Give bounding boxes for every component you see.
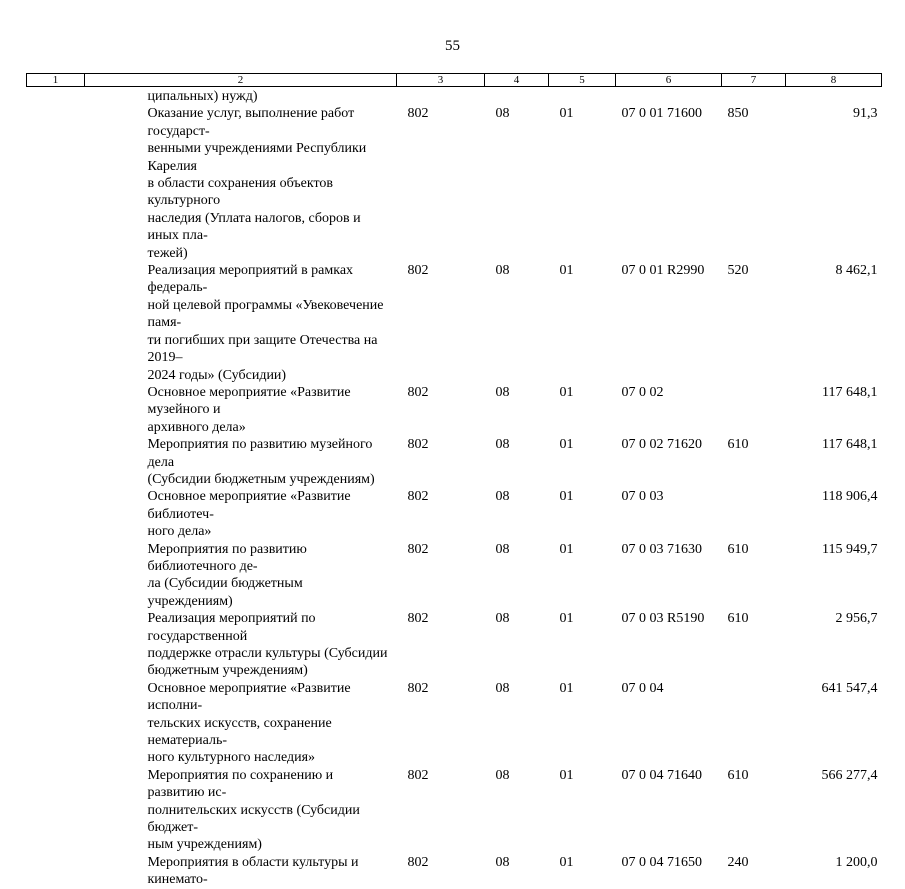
table-row xyxy=(27,767,882,854)
row-description xyxy=(85,488,397,540)
column-header: 4 xyxy=(485,74,549,87)
description-line: ного дела» xyxy=(147,524,212,540)
cell-pr: 01 xyxy=(559,489,574,505)
row-description xyxy=(85,680,397,767)
column-header: 1 xyxy=(27,74,85,87)
cell-sum: 8 462,1 xyxy=(835,263,878,279)
cell-ved: 802 xyxy=(407,541,429,557)
cell-ved: 802 xyxy=(407,263,429,279)
cell-ved: 802 xyxy=(407,680,429,696)
cell-vr: 610 xyxy=(727,541,749,557)
cell-vr: 240 xyxy=(727,854,749,870)
column-header: 2 xyxy=(85,74,397,87)
cell-pr: 01 xyxy=(559,767,574,783)
description-line: тельских искусств, сохранение нематериаль- xyxy=(147,715,332,749)
description-line: полнительских искусств (Субсидии бюджет- xyxy=(147,802,360,836)
cell-sum: 2 956,7 xyxy=(835,611,878,627)
cell-sum: 117 648,1 xyxy=(822,437,878,453)
description-line: Мероприятия в области культуры и кинемато- xyxy=(147,854,359,888)
cell-vr xyxy=(722,680,786,767)
column-number-row xyxy=(27,74,882,87)
description-line: Мероприятия по сохранению и развитию ис- xyxy=(147,767,334,801)
table-row xyxy=(27,488,882,540)
table-row xyxy=(27,854,882,889)
cell-ved: 802 xyxy=(407,489,429,505)
description-line: ным учреждениям) xyxy=(147,837,262,853)
column-header: 6 xyxy=(616,74,722,87)
cell-sum: 566 277,4 xyxy=(821,767,878,783)
cell-vr: 610 xyxy=(727,611,749,627)
table-row xyxy=(27,541,882,611)
cell-sum: 641 547,4 xyxy=(821,680,878,696)
cell-pr: 01 xyxy=(559,854,574,870)
description-line: 2024 годы» (Субсидии) xyxy=(147,367,287,383)
row-description xyxy=(85,854,397,889)
cell-pr: 01 xyxy=(559,106,574,122)
table-row xyxy=(27,105,882,262)
cell-csr: 07 0 04 71640 xyxy=(621,767,702,783)
cell-rz: 08 xyxy=(495,854,510,870)
cell-sum: 117 648,1 xyxy=(822,384,878,400)
cell-rz: 08 xyxy=(495,489,510,505)
cell-rz: 08 xyxy=(495,611,510,627)
cell-csr: 07 0 03 xyxy=(621,489,664,505)
table-row xyxy=(27,384,882,436)
cell-csr: 07 0 02 71620 xyxy=(621,437,702,453)
cell-sum: 1 200,0 xyxy=(835,854,878,870)
cell-sum: 118 906,4 xyxy=(822,489,878,505)
cell-csr: 07 0 02 xyxy=(621,384,664,400)
description-line: архивного дела» xyxy=(147,419,246,435)
cell-ved: 802 xyxy=(407,106,429,122)
description-line: Основное мероприятие «Развитие библиотеч- xyxy=(147,489,351,522)
cell-rz: 08 xyxy=(495,384,510,400)
column-header: 7 xyxy=(722,74,786,87)
column-header: 8 xyxy=(786,74,882,87)
description-line: венными учреждениями Республики Карелия xyxy=(147,141,367,174)
cell-ved: 802 xyxy=(407,611,429,627)
description-line: тежей) xyxy=(147,245,188,261)
description-line: Мероприятия по развитию библиотечного де- xyxy=(147,541,307,574)
cell-csr: 07 0 01 71600 xyxy=(621,106,702,122)
cell-vr: 610 xyxy=(727,767,749,783)
cell-vr: 850 xyxy=(727,106,749,122)
description-line: Основное мероприятие «Развитие музейного и xyxy=(147,384,351,418)
cell-rz: 08 xyxy=(495,541,510,557)
cell-pr: 01 xyxy=(559,611,574,627)
cell-pr: 01 xyxy=(559,263,574,279)
cell-vr xyxy=(722,384,786,436)
row-description xyxy=(85,262,397,384)
row-description xyxy=(85,436,397,488)
cell-pr: 01 xyxy=(559,384,574,400)
table-row xyxy=(27,680,882,767)
row-description xyxy=(85,767,397,854)
cell-sum: 91,3 xyxy=(853,106,878,122)
continuation-row xyxy=(27,87,882,106)
description-line: в области сохранения объектов культурного xyxy=(147,176,334,209)
cell-vr xyxy=(722,488,786,540)
cell-pr: 01 xyxy=(559,437,574,453)
description-line: ной целевой программы «Увековечение памя- xyxy=(147,297,384,331)
cell-ved: 802 xyxy=(407,384,429,400)
cell-ved: 802 xyxy=(407,767,429,783)
cell-sum: 115 949,7 xyxy=(822,541,878,557)
row-description xyxy=(85,105,397,262)
description-line: ного культурного наследия» xyxy=(147,750,316,766)
description-line: (Субсидии бюджетным учреждениям) xyxy=(147,471,375,487)
cell-vr: 520 xyxy=(727,263,749,279)
cell-csr: 07 0 01 R2990 xyxy=(621,263,705,279)
cell-rz: 08 xyxy=(495,106,510,122)
description-line: Оказание услуг, выполнение работ государст- xyxy=(147,106,355,139)
description-line: Мероприятия по развитию музейного дела xyxy=(147,437,373,470)
description-line: Реализация мероприятий в рамках федераль- xyxy=(147,263,354,296)
row-description xyxy=(85,541,397,611)
table-row xyxy=(27,262,882,384)
description-line: поддержке отрасли культуры (Субсидии xyxy=(147,646,388,661)
cell-rz: 08 xyxy=(495,263,510,279)
cell-pr: 01 xyxy=(559,541,574,557)
description-line: ти погибших при защите Отечества на 2019– xyxy=(147,332,378,366)
cell-rz: 08 xyxy=(495,767,510,783)
cell-csr: 07 0 04 71650 xyxy=(621,854,702,870)
description-line: наследия (Уплата налогов, сборов и иных пла- xyxy=(147,210,361,244)
table-row xyxy=(27,610,882,680)
description-line: Реализация мероприятий по государственной xyxy=(147,611,316,644)
cell-csr: 07 0 04 xyxy=(621,680,664,696)
description-line: Основное мероприятие «Развитие исполни- xyxy=(147,680,351,714)
column-header: 3 xyxy=(397,74,485,87)
cell-rz: 08 xyxy=(495,437,510,453)
page-number: 55 xyxy=(445,38,460,54)
cell-pr: 01 xyxy=(559,680,574,696)
cell-vr: 610 xyxy=(727,437,749,453)
cell-ved: 802 xyxy=(407,437,429,453)
continuation-text: ципальных) нужд) xyxy=(147,89,258,104)
column-header: 5 xyxy=(549,74,616,87)
row-description xyxy=(85,384,397,436)
cell-csr: 07 0 03 71630 xyxy=(621,541,702,557)
row-description xyxy=(85,610,397,680)
cell-ved: 802 xyxy=(407,854,429,870)
budget-table xyxy=(26,73,882,889)
description-line: ла (Субсидии бюджетным учреждениям) xyxy=(147,576,303,609)
cell-csr: 07 0 03 R5190 xyxy=(621,611,705,627)
table-row xyxy=(27,436,882,488)
description-line: бюджетным учреждениям) xyxy=(147,663,308,679)
cell-rz: 08 xyxy=(495,680,510,696)
